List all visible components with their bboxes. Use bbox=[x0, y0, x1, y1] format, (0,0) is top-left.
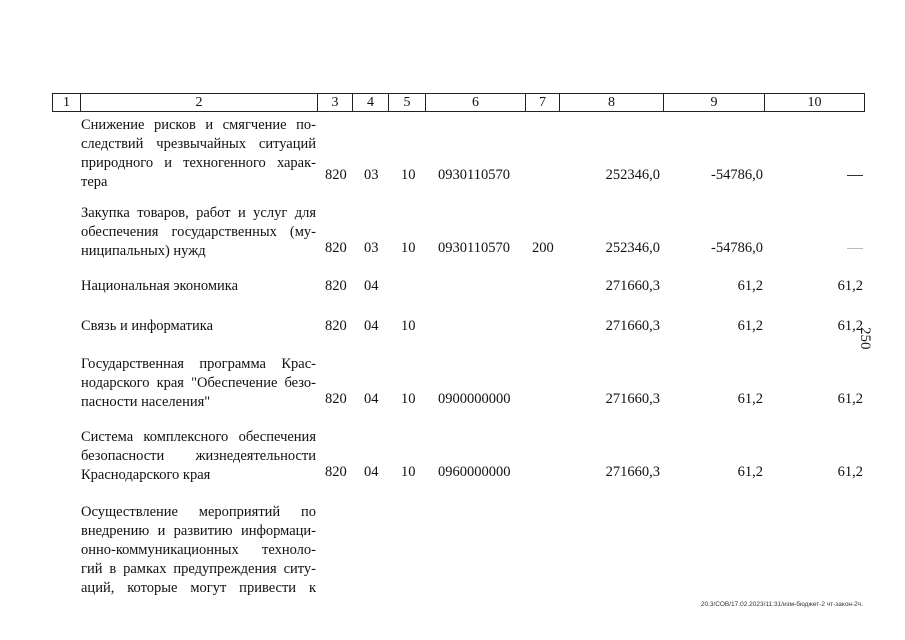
row-name bbox=[81, 355, 316, 412]
header-col-9: 9 bbox=[664, 94, 765, 111]
dash-mark bbox=[847, 175, 863, 176]
row-name-line: аций, которые могут привести к bbox=[81, 580, 316, 596]
row-name-line: следствий чрезвычайных ситуаций bbox=[81, 136, 316, 152]
cell-col10-dash bbox=[790, 239, 863, 258]
cell-col8: 252346,0 bbox=[605, 240, 660, 256]
cell-col10: 61,2 bbox=[837, 278, 863, 294]
row-name-line: Снижение рисков и смягчение по- bbox=[81, 117, 316, 133]
table-header-row bbox=[52, 93, 865, 112]
cell-col4: 04 bbox=[364, 391, 379, 407]
cell-col7: 200 bbox=[532, 240, 554, 256]
cell-col3: 820 bbox=[325, 464, 347, 480]
row-name-line: Национальная экономика bbox=[81, 278, 239, 294]
header-col-3: 3 bbox=[318, 94, 353, 111]
row-name-line: онно-коммуникационных техноло- bbox=[81, 542, 316, 558]
cell-col4: 04 bbox=[364, 464, 379, 480]
cell-col4: 04 bbox=[364, 318, 379, 334]
cell-col3: 820 bbox=[325, 167, 347, 183]
row-name bbox=[81, 428, 316, 485]
row-name bbox=[81, 317, 316, 336]
row-name-line: Система комплексного обеспечения bbox=[81, 429, 316, 445]
row-name-line: Закупка товаров, работ и услуг для bbox=[81, 205, 316, 221]
row-name-line: тера bbox=[81, 174, 108, 190]
header-col-8: 8 bbox=[560, 94, 664, 111]
cell-col8: 271660,3 bbox=[605, 464, 660, 480]
cell-col4: 03 bbox=[364, 240, 379, 256]
row-name-line: обеспечения государственных (му- bbox=[81, 224, 316, 240]
cell-col9: -54786,0 bbox=[711, 240, 763, 256]
cell-col5: 10 bbox=[401, 464, 416, 480]
cell-col6: 0930110570 bbox=[438, 240, 510, 256]
row-name-line: нодарского края "Обеспечение безо- bbox=[81, 375, 316, 391]
cell-col9: 61,2 bbox=[737, 278, 763, 294]
row-name-line: гий в рамках предупреждения ситу- bbox=[81, 561, 316, 577]
cell-col6: 0930110570 bbox=[438, 167, 510, 183]
header-col-4: 4 bbox=[353, 94, 389, 111]
header-col-10: 10 bbox=[807, 95, 822, 110]
row-name-line: пасности населения" bbox=[81, 394, 211, 410]
header-col-1: 1 bbox=[53, 94, 81, 111]
footer-file-stamp: 20.3/СОВ/17.02.2023/11:31/изм-бюджет-2 чт-закон-2ч. bbox=[700, 601, 863, 608]
cell-col8: 271660,3 bbox=[605, 318, 660, 334]
row-name-line: Краснодарского края bbox=[81, 467, 211, 483]
cell-col4: 03 bbox=[364, 167, 379, 183]
cell-col10: 61,2 bbox=[837, 391, 863, 407]
cell-col3: 820 bbox=[325, 240, 347, 256]
cell-col9: 61,2 bbox=[737, 391, 763, 407]
row-name bbox=[81, 277, 316, 296]
row-name-line: Связь и информатика bbox=[81, 318, 214, 334]
row-name bbox=[81, 503, 316, 598]
cell-col9: 61,2 bbox=[737, 464, 763, 480]
cell-col9: 61,2 bbox=[737, 318, 763, 334]
cell-col10: 61,2 bbox=[837, 318, 863, 334]
cell-col8: 271660,3 bbox=[605, 391, 660, 407]
cell-col5: 10 bbox=[401, 391, 416, 407]
cell-col3: 820 bbox=[325, 391, 347, 407]
cell-col5: 10 bbox=[401, 318, 416, 334]
row-name-line: природного и техногенного харак- bbox=[81, 155, 316, 171]
row-name-line: ниципальных) нужд bbox=[81, 243, 206, 259]
cell-col5: 10 bbox=[401, 167, 416, 183]
dash-mark bbox=[847, 248, 863, 249]
cell-col8: 252346,0 bbox=[605, 167, 660, 183]
header-col-6: 6 bbox=[426, 94, 526, 111]
cell-col6: 0960000000 bbox=[438, 464, 511, 480]
cell-col8: 271660,3 bbox=[605, 278, 660, 294]
page-number: 250 bbox=[857, 327, 873, 350]
row-name-line: Осуществление мероприятий по bbox=[81, 504, 316, 520]
cell-col9: -54786,0 bbox=[711, 167, 763, 183]
row-name bbox=[81, 116, 316, 192]
row-name-line: Государственная программа Крас- bbox=[81, 356, 316, 372]
cell-col10-dash bbox=[790, 166, 863, 185]
header-col-5: 5 bbox=[389, 94, 426, 111]
cell-col5: 10 bbox=[401, 240, 416, 256]
cell-col3: 820 bbox=[325, 318, 347, 334]
cell-col3: 820 bbox=[325, 278, 347, 294]
row-name-line: безопасности жизнедеятельности bbox=[81, 448, 316, 464]
cell-col10: 61,2 bbox=[837, 464, 863, 480]
row-name bbox=[81, 204, 316, 261]
cell-col4: 04 bbox=[364, 278, 379, 294]
header-col-7: 7 bbox=[526, 94, 560, 111]
cell-col6: 0900000000 bbox=[438, 391, 511, 407]
row-name-line: внедрению и развитию информаци- bbox=[81, 523, 316, 539]
header-col-2: 2 bbox=[81, 94, 318, 111]
